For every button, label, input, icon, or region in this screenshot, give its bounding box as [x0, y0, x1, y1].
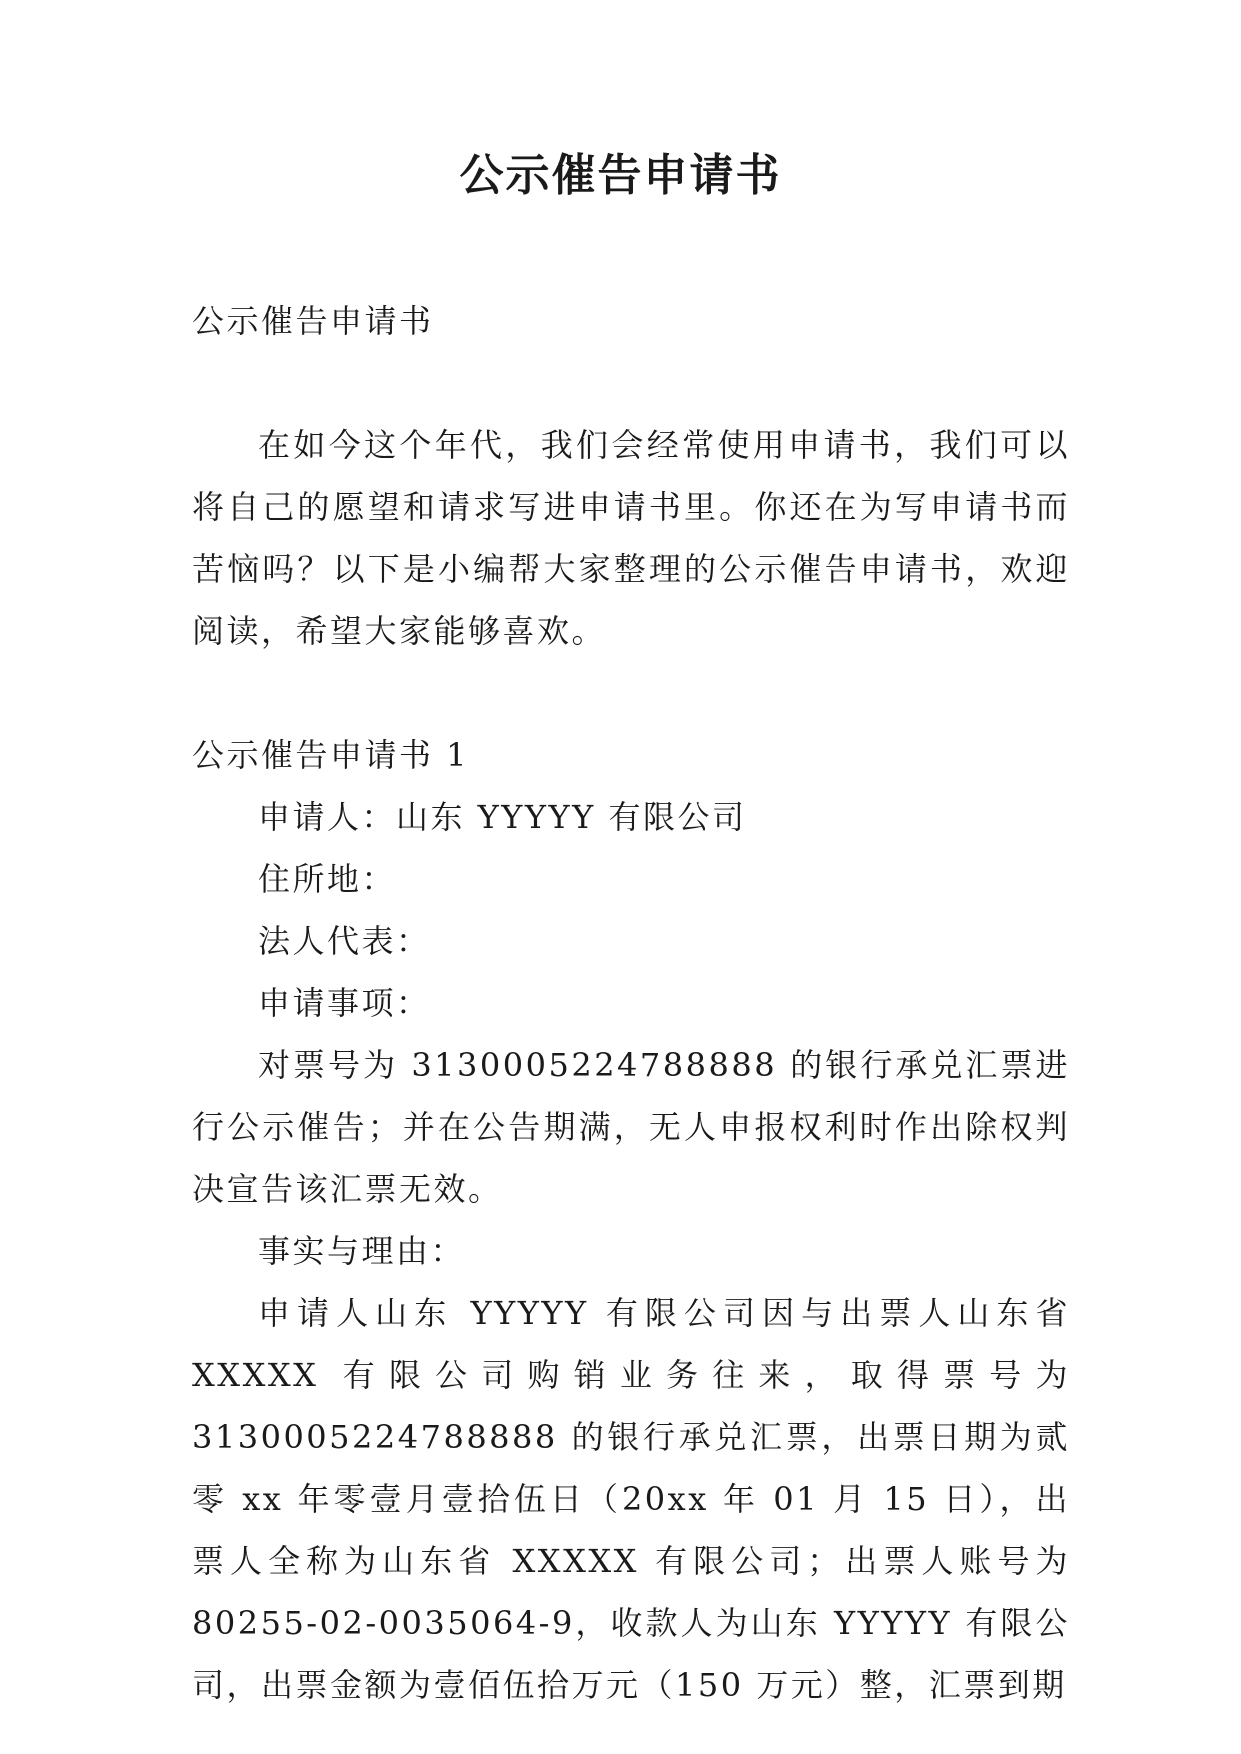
- subtitle-line: 公示催告申请书: [192, 302, 434, 340]
- address-line: 住所地：: [258, 860, 397, 898]
- section-heading: 公示催告申请书 1: [192, 736, 470, 774]
- document-title: 公示催告申请书: [459, 150, 782, 201]
- paragraph-gap: [192, 662, 1070, 724]
- legal-rep-line: 法人代表：: [258, 922, 431, 960]
- paragraph-gap: [192, 352, 1070, 414]
- request-items-paragraph: 对票号为 3130005224788888 的银行承兑汇票进行公示催告；并在公告期满，无人申报权利时作出除权判决宣告该汇票无效。: [192, 1046, 1070, 1208]
- applicant-line: 申请人：山东 YYYYY 有限公司: [258, 798, 747, 836]
- intro-paragraph: 在如今这个年代，我们会经常使用申请书，我们可以将自己的愿望和请求写进申请书里。你还在为写申请书而苦恼吗？以下是小编帮大家整理的公示催告申请书，欢迎阅读，希望大家能够喜欢。: [192, 426, 1070, 650]
- request-items-heading: 申请事项：: [258, 984, 431, 1022]
- facts-heading: 事实与理由：: [258, 1232, 466, 1270]
- document-body: [192, 290, 1070, 1716]
- facts-paragraph: 申请人山东 YYYYY 有限公司因与出票人山东省 XXXXX 有限公司购销业务往来，取得票号为 3130005224788888 的银行承兑汇票，出票日期为贰零 xx 年零壹月壹拾伍日（20xx 年 01 月 15 日），出票人全称为山东省 XXXXX 有限公司；出票人账号为 80255-02-0035064-9，收款人为山东 YYYYY 有限公司，出票金额为壹佰伍拾万元（150 万元）整，汇票到期: [192, 1294, 1070, 1704]
